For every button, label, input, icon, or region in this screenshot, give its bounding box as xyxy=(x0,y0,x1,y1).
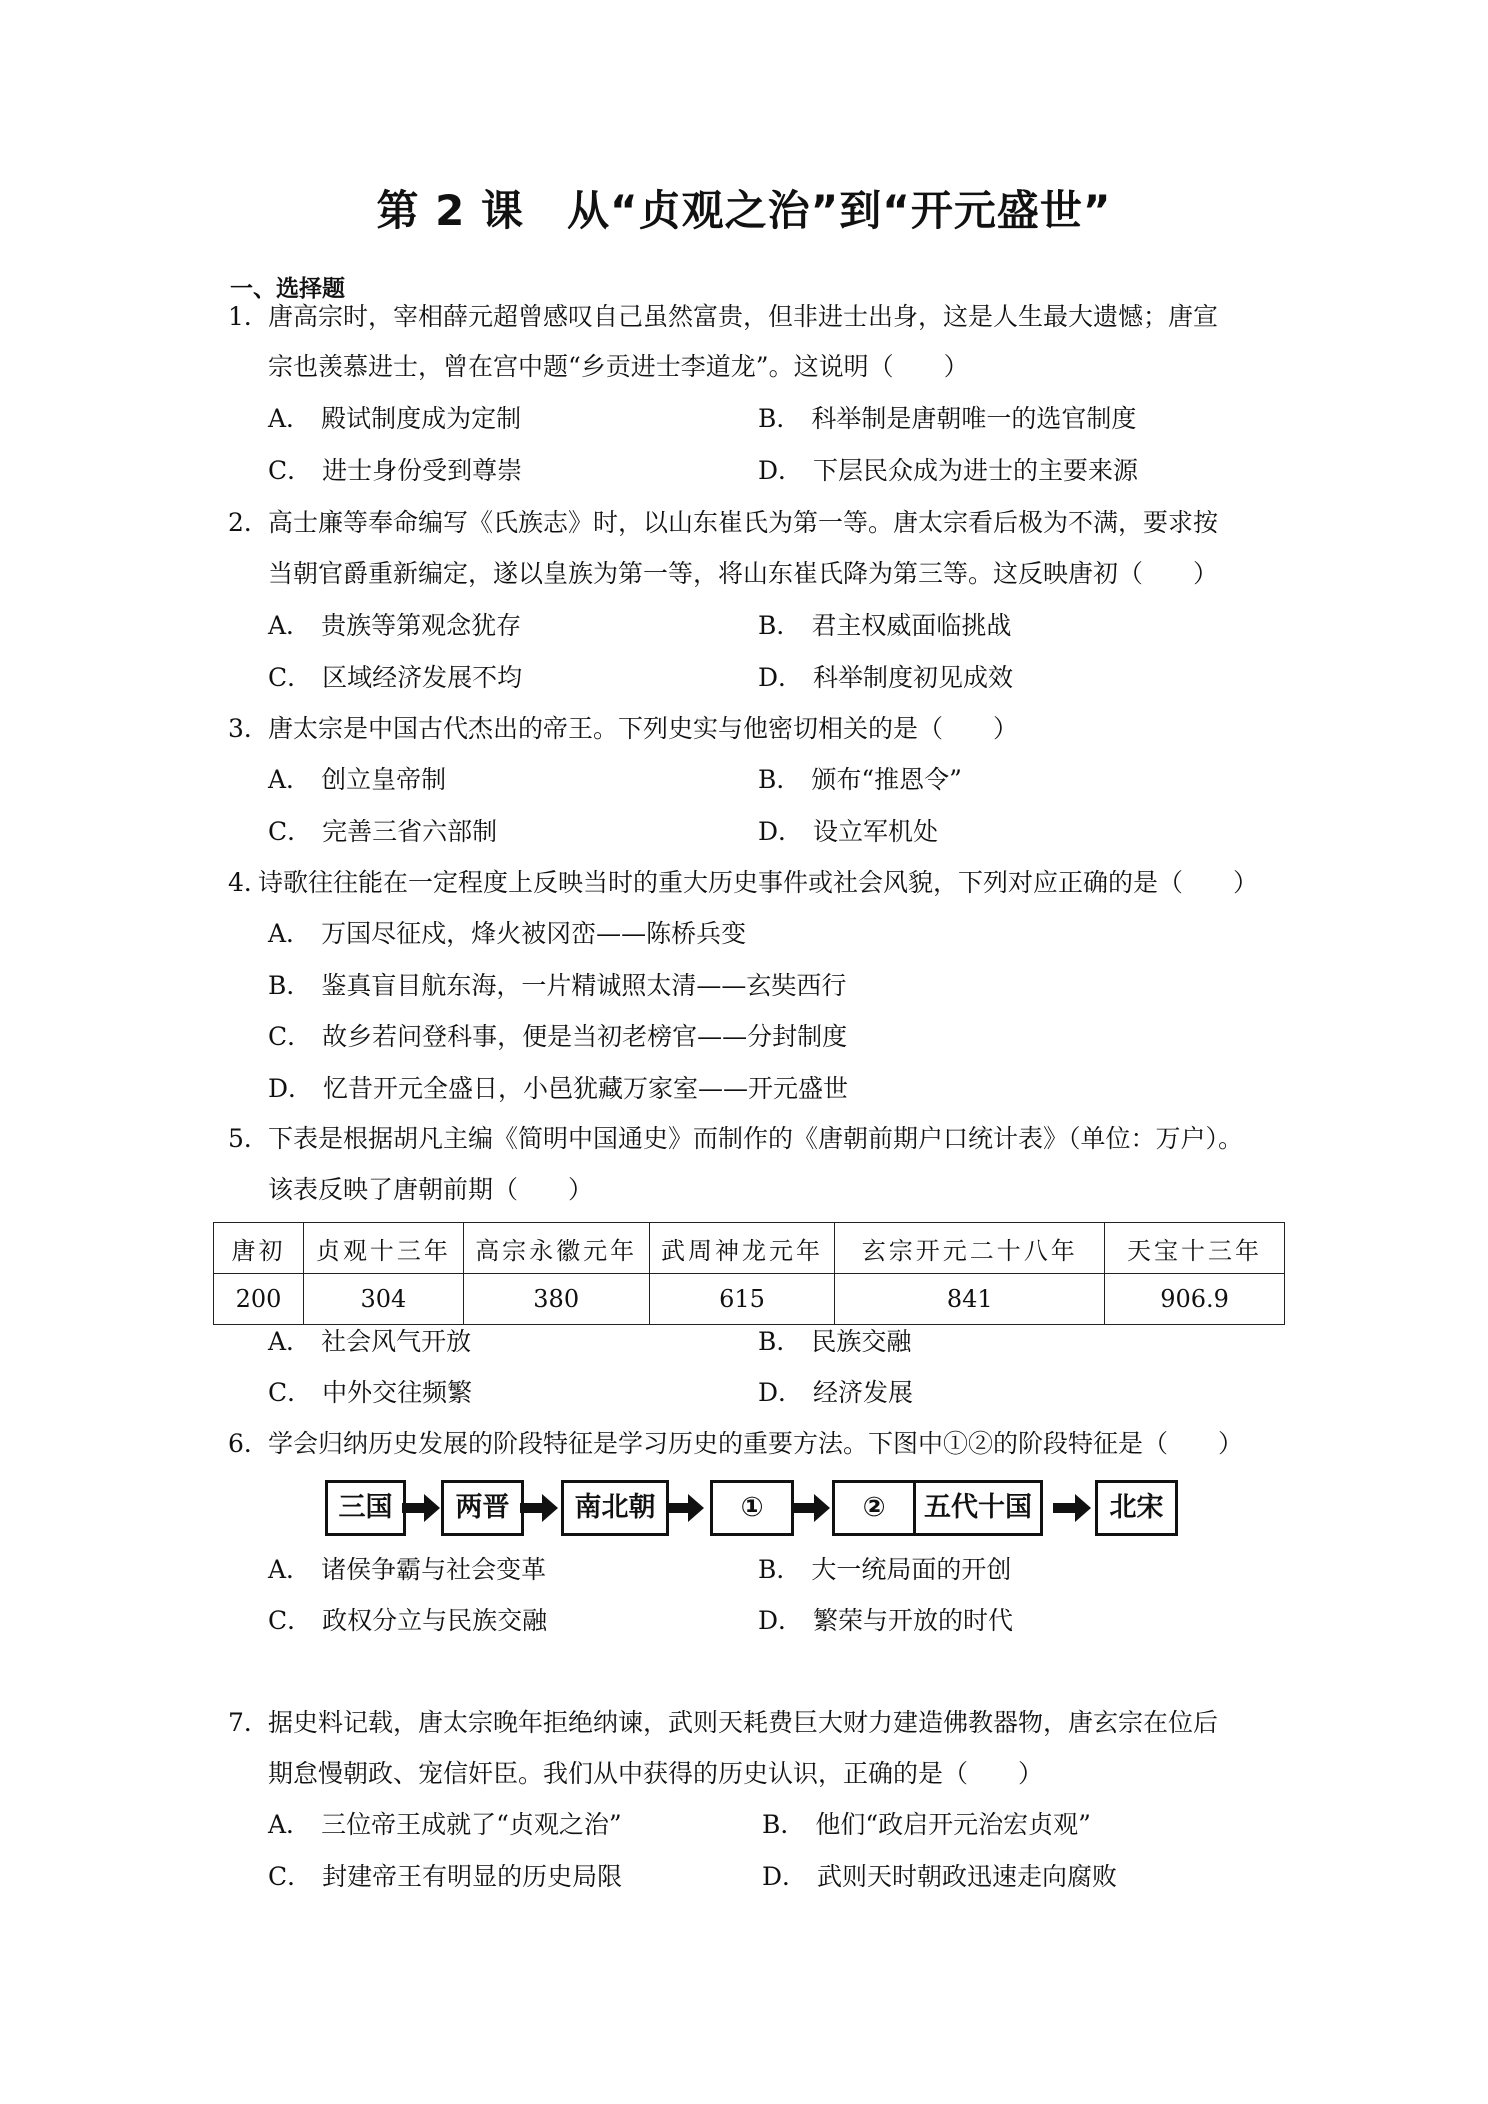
option-a: A． 三位帝王成就了“贞观之治” xyxy=(268,1810,622,1839)
arrow-right-icon xyxy=(666,1488,704,1528)
option-c: C． 封建帝王有明显的历史局限 xyxy=(268,1862,623,1891)
option-c: C． 政权分立与民族交融 xyxy=(268,1606,548,1635)
option-c: C． 故乡若问登科事，便是当初老榜官——分封制度 xyxy=(268,1022,848,1051)
question-text: 唐太宗是中国古代杰出的帝王。下列史实与他密切相关的是（ ） xyxy=(268,714,1019,743)
question-text: 高士廉等奉命编写《氏族志》时，以山东崔氏为第一等。唐太宗看后极为不满，要求按 xyxy=(268,508,1219,537)
option-b: B． 颁布“推恩令” xyxy=(758,765,962,794)
option-c: C． 进士身份受到尊崇 xyxy=(268,456,523,485)
question-number: 1． xyxy=(228,302,269,331)
page-title: 第 2 课 从“贞观之治”到“开元盛世” xyxy=(376,186,1112,235)
table-header-cell: 贞观十三年 xyxy=(303,1223,463,1274)
option-a: A． 创立皇帝制 xyxy=(268,765,447,794)
table-cell: 841 xyxy=(835,1274,1105,1325)
option-c: C． 完善三省六部制 xyxy=(268,817,498,846)
question-text: 学会归纳历史发展的阶段特征是学习历史的重要方法。下图中①②的阶段特征是（ ） xyxy=(268,1429,1244,1458)
question-number: 6． xyxy=(228,1429,269,1458)
arrow-right-icon xyxy=(1053,1488,1091,1528)
table-row xyxy=(214,1274,1285,1325)
option-d: D． 下层民众成为进士的主要来源 xyxy=(758,456,1139,485)
option-b: B． 大一统局面的开创 xyxy=(758,1555,1012,1584)
option-d: D． 武则天时朝政迅速走向腐败 xyxy=(762,1862,1118,1891)
arrow-right-icon xyxy=(402,1488,440,1528)
option-d: D． 设立军机处 xyxy=(758,817,939,846)
table-header-cell: 高宗永徽元年 xyxy=(463,1223,649,1274)
table-header-cell: 唐初 xyxy=(214,1223,304,1274)
option-a: A． 万国尽征戍，烽火被冈峦——陈桥兵变 xyxy=(268,919,747,948)
table-cell: 200 xyxy=(214,1274,304,1325)
question-number: 4． xyxy=(228,868,269,897)
question-text: 宗也羡慕进士，曾在宫中题“乡贡进士李道龙”。这说明（ ） xyxy=(268,352,969,381)
table-cell: 615 xyxy=(649,1274,835,1325)
option-b: B． 君主权威面临挑战 xyxy=(758,611,1012,640)
question-number: 7． xyxy=(228,1708,269,1737)
flow-box: 两晋 xyxy=(441,1480,524,1536)
option-c: C． 中外交往频繁 xyxy=(268,1378,473,1407)
option-b: B． 他们“政启开元治宏贞观” xyxy=(762,1810,1091,1839)
table-header-cell: 武周神龙元年 xyxy=(649,1223,835,1274)
option-b: B． 民族交融 xyxy=(758,1327,912,1356)
option-a: A． 贵族等第观念犹存 xyxy=(268,611,522,640)
option-d: D． 忆昔开元全盛日，小邑犹藏万家室——开元盛世 xyxy=(268,1074,849,1103)
arrow-right-icon xyxy=(792,1488,830,1528)
question-text: 诗歌往往能在一定程度上反映当时的重大历史事件或社会风貌，下列对应正确的是（ ） xyxy=(258,868,1259,897)
question-text: 唐高宗时，宰相薛元超曾感叹自己虽然富贵，但非进士出身，这是人生最大遗憾；唐宣 xyxy=(268,302,1219,331)
option-d: D． 科举制度初见成效 xyxy=(758,663,1014,692)
question-text: 该表反映了唐朝前期（ ） xyxy=(268,1175,594,1204)
population-table xyxy=(213,1222,1285,1325)
option-b: B． 科举制是唐朝唯一的选官制度 xyxy=(758,404,1137,433)
question-number: 3． xyxy=(228,714,269,743)
flow-box: ① xyxy=(710,1480,794,1536)
question-text: 期怠慢朝政、宠信奸臣。我们从中获得的历史认识，正确的是（ ） xyxy=(268,1759,1044,1788)
question-text: 下表是根据胡凡主编《简明中国通史》而制作的《唐朝前期户口统计表》（单位：万户）。 xyxy=(268,1124,1244,1153)
question-text: 据史料记载，唐太宗晚年拒绝纳谏，武则天耗费巨大财力建造佛教器物，唐玄宗在位后 xyxy=(268,1708,1219,1737)
table-header-cell: 天宝十三年 xyxy=(1105,1223,1285,1274)
option-d: D． 经济发展 xyxy=(758,1378,914,1407)
option-d: D． 繁荣与开放的时代 xyxy=(758,1606,1014,1635)
option-a: A． 殿试制度成为定制 xyxy=(268,404,522,433)
flow-box: ② xyxy=(832,1480,916,1536)
option-c: C． 区域经济发展不均 xyxy=(268,663,523,692)
flow-box: 五代十国 xyxy=(913,1480,1043,1536)
question-number: 2． xyxy=(228,508,269,537)
option-a: A． 诸侯争霸与社会变革 xyxy=(268,1555,547,1584)
table-cell: 304 xyxy=(303,1274,463,1325)
flow-box: 北宋 xyxy=(1095,1480,1178,1536)
timeline-flow xyxy=(0,1480,1488,1536)
arrow-right-icon xyxy=(520,1488,558,1528)
section-heading: 一、选择题 xyxy=(230,276,345,302)
table-cell: 906.9 xyxy=(1105,1274,1285,1325)
flow-box: 南北朝 xyxy=(561,1480,669,1536)
option-a: A． 社会风气开放 xyxy=(268,1327,472,1356)
option-b: B． 鉴真盲目航东海，一片精诚照太清——玄奘西行 xyxy=(268,971,847,1000)
question-text: 当朝官爵重新编定，遂以皇族为第一等，将山东崔氏降为第三等。这反映唐初（ ） xyxy=(268,559,1219,588)
table-header-row xyxy=(214,1223,1285,1274)
table-header-cell: 玄宗开元二十八年 xyxy=(835,1223,1105,1274)
flow-box: 三国 xyxy=(325,1480,406,1536)
table-cell: 380 xyxy=(463,1274,649,1325)
question-number: 5． xyxy=(228,1124,269,1153)
